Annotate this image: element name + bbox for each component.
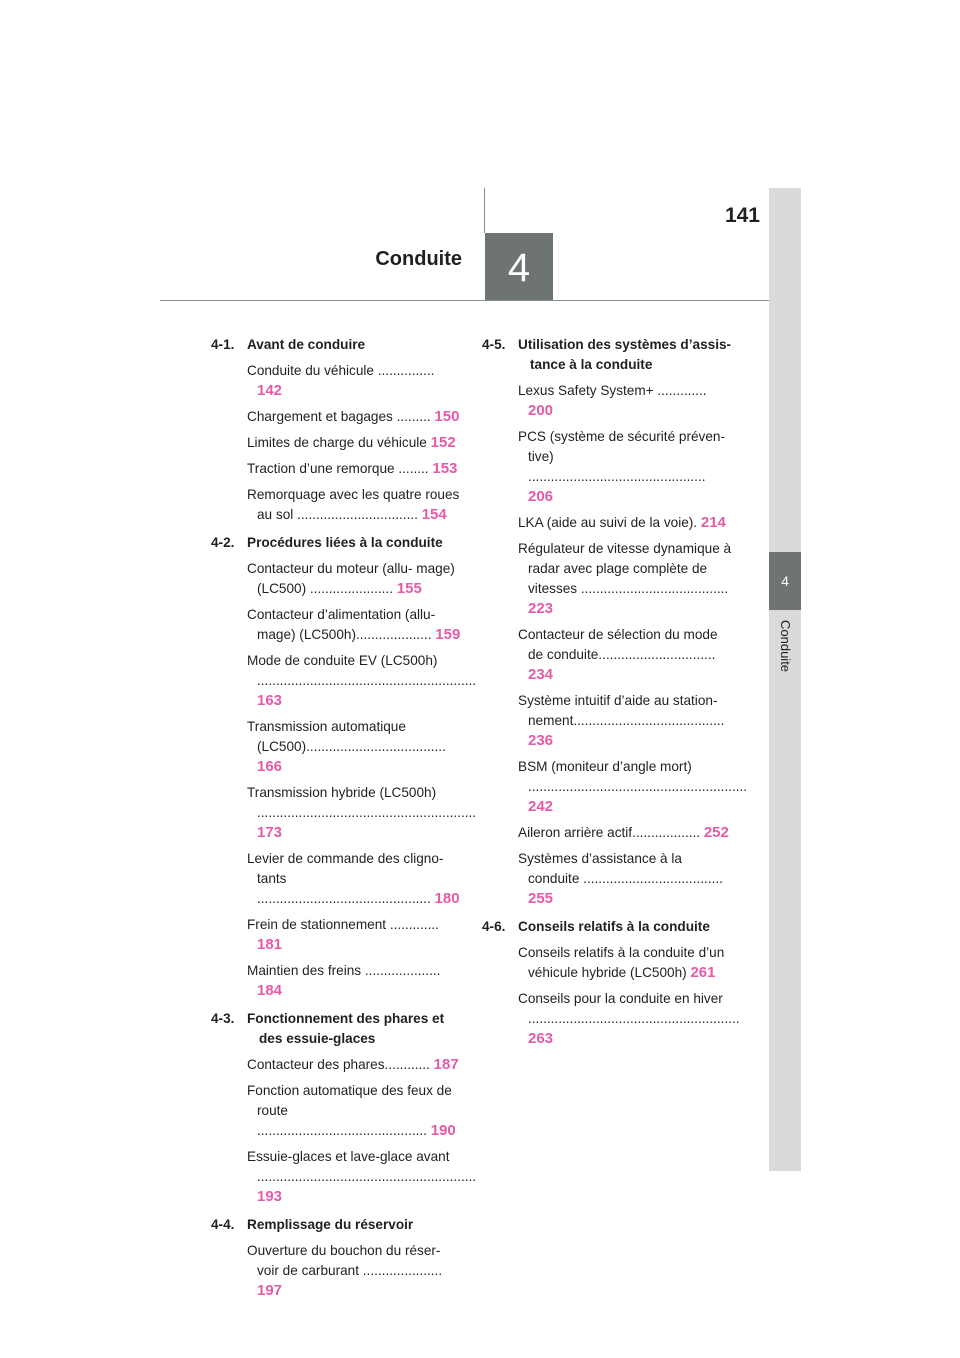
toc-entry-text	[518, 849, 732, 909]
section-gap	[482, 1055, 732, 1057]
toc-entry-line1: Conduite du véhicule ...............	[247, 363, 435, 378]
toc-section-number: 4-4.	[211, 1217, 235, 1232]
toc-entry[interactable]	[518, 757, 748, 817]
toc-entry-page-link[interactable]: 197	[257, 1282, 283, 1299]
toc-entry-text	[518, 989, 740, 1049]
toc-entry-text	[247, 407, 461, 427]
toc-entry-text	[247, 559, 461, 599]
toc-section-heading	[482, 335, 732, 375]
toc-entry-page-link[interactable]: 234	[528, 666, 554, 683]
toc-entry-line2: mage) (LC500) ......................	[257, 561, 455, 596]
toc-entry-line1: Contacteur d’alimentation (allu-	[247, 607, 436, 622]
toc-entry-line1: Conseils relatifs à la conduite d’un	[518, 945, 725, 960]
toc-entry-line1: Conseils pour la conduite en hiver	[518, 991, 723, 1006]
toc-entry[interactable]	[247, 605, 461, 645]
toc-section-number: 4-5.	[482, 337, 506, 352]
toc-entry-text	[247, 361, 461, 401]
toc-entry-page-link[interactable]: 255	[528, 890, 554, 907]
page-number: 141	[724, 204, 760, 227]
toc-entry-line2: ..........................................................	[528, 779, 748, 794]
toc-entry[interactable]	[518, 427, 732, 507]
toc-entry[interactable]	[518, 513, 732, 533]
toc-entry-page-link[interactable]: 187	[433, 1056, 459, 1073]
toc-entry-page-link[interactable]: 184	[257, 982, 283, 999]
toc-entry-line1: Contacteur du moteur (allu-	[247, 561, 413, 576]
toc-entry-text	[247, 915, 461, 955]
toc-entry-page-link[interactable]: 173	[257, 824, 283, 841]
toc-entry-page-link[interactable]: 193	[257, 1188, 283, 1205]
toc-entry[interactable]	[518, 381, 732, 421]
toc-entry-page-link[interactable]: 163	[257, 692, 283, 709]
toc-entry-page-link[interactable]: 263	[528, 1030, 554, 1047]
side-tab-label: Conduite	[778, 620, 793, 673]
toc-entry-line1: Transmission hybride (LC500h)	[247, 785, 437, 800]
toc-entry-text	[247, 605, 461, 645]
toc-entry[interactable]	[247, 651, 477, 711]
chapter-title: Conduite	[375, 248, 462, 270]
toc-entry[interactable]	[247, 361, 461, 401]
toc-entry[interactable]	[518, 989, 740, 1049]
toc-entry-line1: Chargement et bagages .........	[247, 409, 431, 424]
toc-section-title: Avant de conduire	[247, 337, 366, 352]
toc-entry-text	[247, 1241, 461, 1301]
toc-entry-line1: Systèmes d’assistance à la	[518, 851, 682, 866]
toc-section-title: Utilisation des systèmes d’assis-tance à la conduite	[518, 337, 732, 372]
toc-entry-line2: route .............................................	[257, 1103, 427, 1138]
toc-entry-line1: Lexus Safety System+ .............	[518, 383, 707, 398]
toc-entry-line1: Ouverture du bouchon du réser-	[247, 1243, 441, 1258]
toc-entry[interactable]	[247, 485, 461, 525]
toc-entry-line1: LKA (aide au suivi de la voie).	[518, 515, 698, 530]
toc-entry-line1: Remorquage avec les quatre	[247, 487, 422, 502]
toc-entry-line1: Essuie-glaces et lave-glace avant	[247, 1149, 450, 1164]
toc-entry-page-link[interactable]: 142	[257, 382, 283, 399]
toc-entry-line1: Fonction automatique des feux de	[247, 1083, 452, 1098]
toc-entry-line2: ........................................................	[528, 1011, 740, 1026]
toc-section-number: 4-3.	[211, 1011, 235, 1026]
toc-entry-page-link[interactable]: 261	[690, 964, 716, 981]
toc-entry-text	[247, 1081, 461, 1141]
toc-entry-line2: à radar avec plage complète de vitesses .......................................	[528, 541, 732, 596]
toc-entry-line1: Mode de conduite EV (LC500h)	[247, 653, 438, 668]
toc-entry-page-link[interactable]: 252	[703, 824, 729, 841]
toc-entry-line1: Maintien des freins ....................	[247, 963, 441, 978]
toc-section-heading	[482, 917, 732, 937]
toc-entry-text	[518, 427, 732, 507]
toc-entry-line2: roues au sol ................................	[257, 487, 460, 522]
toc-entry-line2: nement........................................	[528, 713, 725, 728]
toc-entry[interactable]	[518, 691, 732, 751]
toc-section-title: Procédures liées à la conduite	[247, 535, 443, 550]
toc-entry[interactable]	[247, 783, 477, 843]
toc-entry-page-link[interactable]: 242	[528, 798, 554, 815]
toc-entry-page-link[interactable]: 223	[528, 600, 554, 617]
toc-entry[interactable]	[247, 459, 461, 479]
toc-section-heading	[211, 335, 461, 355]
toc-section-heading	[211, 1009, 461, 1049]
toc-entry-line1: Transmission automatique	[247, 719, 406, 734]
chapter-number-box: 4	[485, 233, 553, 301]
toc-entry-page-link[interactable]: 200	[528, 402, 554, 419]
toc-entry-text	[247, 459, 461, 479]
toc-entry[interactable]	[247, 1055, 461, 1075]
header-vertical-rule	[484, 188, 485, 233]
toc-entry-line2: ..........................................................	[257, 805, 477, 820]
toc-entry-page-link[interactable]: 153	[432, 460, 458, 477]
side-tab-number[interactable]: 4	[769, 552, 801, 610]
toc-entry-line1: Système intuitif d’aide au station-	[518, 693, 718, 708]
toc-entry-page-link[interactable]: 166	[257, 758, 283, 775]
toc-section-number: 4-2.	[211, 535, 235, 550]
toc-entry-page-link[interactable]: 150	[434, 408, 460, 425]
toc-entry[interactable]	[247, 717, 461, 777]
toc-entry-line1: Frein de stationnement .............	[247, 917, 439, 932]
toc-entry-text	[518, 943, 732, 983]
toc-entry[interactable]	[247, 559, 461, 599]
toc-section-heading	[211, 533, 461, 553]
toc-entry[interactable]	[247, 849, 461, 909]
toc-entry-page-link[interactable]: 159	[435, 626, 461, 643]
toc-entry-text	[518, 513, 732, 533]
toc-entry-line2: mage) (LC500h)....................	[257, 627, 432, 642]
toc-entry-page-link[interactable]: 206	[528, 488, 554, 505]
toc-section-number: 4-1.	[211, 337, 235, 352]
toc-entry-text	[247, 651, 477, 711]
toc-entry-line1: Levier de commande des cligno-	[247, 851, 444, 866]
toc-entry-text	[518, 757, 748, 817]
toc-entry[interactable]	[247, 1241, 461, 1301]
toc-entry-line1: Aileron arrière actif..................	[518, 825, 701, 840]
toc-entry-line1: Contacteur de sélection du mode	[518, 627, 718, 642]
toc-section-number: 4-6.	[482, 919, 506, 934]
toc-section-title: Fonctionnement des phares et des essuie-glaces	[247, 1011, 445, 1046]
toc-entry-text	[247, 717, 461, 777]
toc-entry-line2: véhicule hybride (LC500h)	[528, 965, 687, 980]
toc-entry-page-link[interactable]: 190	[430, 1122, 456, 1139]
toc-section-heading	[211, 1215, 461, 1235]
toc-entry[interactable]	[518, 625, 732, 685]
toc-entry-text	[518, 539, 732, 619]
toc-entry-page-link[interactable]: 236	[528, 732, 554, 749]
toc-entry-line2: ..........................................................	[257, 673, 477, 688]
toc-entry-page-link[interactable]: 214	[700, 514, 726, 531]
header-rule	[160, 300, 770, 301]
toc-entry-text	[247, 433, 461, 453]
toc-section-title: Remplissage du réservoir	[247, 1217, 414, 1232]
toc-entry-line1: Traction d’une remorque ........	[247, 461, 429, 476]
toc-entry-text	[518, 823, 732, 843]
toc-entry-line1: Contacteur des phares............	[247, 1057, 430, 1072]
toc-entry-line2: voir de carburant .....................	[257, 1263, 443, 1278]
toc-entry-page-link[interactable]: 181	[257, 936, 283, 953]
section-gap	[211, 1307, 461, 1309]
toc-entry-line1: PCS (système de sécurité préven-	[518, 429, 726, 444]
toc-entry-line2: tive) ...............................................	[528, 449, 706, 484]
toc-entry[interactable]	[247, 407, 461, 427]
toc-entry-text	[518, 381, 732, 421]
toc-entry-text	[247, 485, 461, 525]
toc-entry-line2: tants ..............................................	[257, 871, 431, 906]
toc-entry[interactable]	[518, 823, 732, 843]
toc-entry[interactable]	[518, 539, 732, 619]
toc-entry-page-link[interactable]: 180	[434, 890, 460, 907]
toc-entry[interactable]	[247, 433, 461, 453]
toc-entry-text	[247, 783, 477, 843]
toc-entry-line2: conduite .....................................	[528, 871, 723, 886]
toc-entry[interactable]	[247, 915, 461, 955]
toc-entry-line1: Limites de charge du véhicule	[247, 435, 427, 450]
toc-entry[interactable]	[518, 849, 732, 909]
toc-entry[interactable]	[247, 961, 461, 1001]
toc-entry-page-link[interactable]: 154	[421, 506, 447, 523]
toc-section-title: Conseils relatifs à la conduite	[518, 919, 710, 934]
toc-entry-line2: de conduite...............................	[528, 647, 716, 662]
toc-entry-line1: Régulateur de vitesse dynamique	[518, 541, 720, 556]
toc-entry[interactable]	[247, 1147, 477, 1207]
toc-entry-line2: ..........................................................	[257, 1169, 477, 1184]
toc-column-right	[482, 335, 748, 1057]
toc-entry-page-link[interactable]: 152	[430, 434, 456, 451]
toc-entry-text	[518, 691, 732, 751]
toc-column-left	[211, 335, 477, 1309]
toc-entry-line1: BSM (moniteur d’angle mort)	[518, 759, 692, 774]
toc-entry[interactable]	[247, 1081, 461, 1141]
toc-entry-text	[247, 961, 461, 1001]
toc-entry-text	[247, 1147, 477, 1207]
toc-entry-line2: (LC500).....................................	[257, 739, 446, 754]
toc-entry-text	[247, 849, 461, 909]
toc-entry[interactable]	[518, 943, 732, 983]
toc-entry-page-link[interactable]: 155	[396, 580, 422, 597]
toc-entry-text	[518, 625, 732, 685]
toc-entry-text	[247, 1055, 461, 1075]
